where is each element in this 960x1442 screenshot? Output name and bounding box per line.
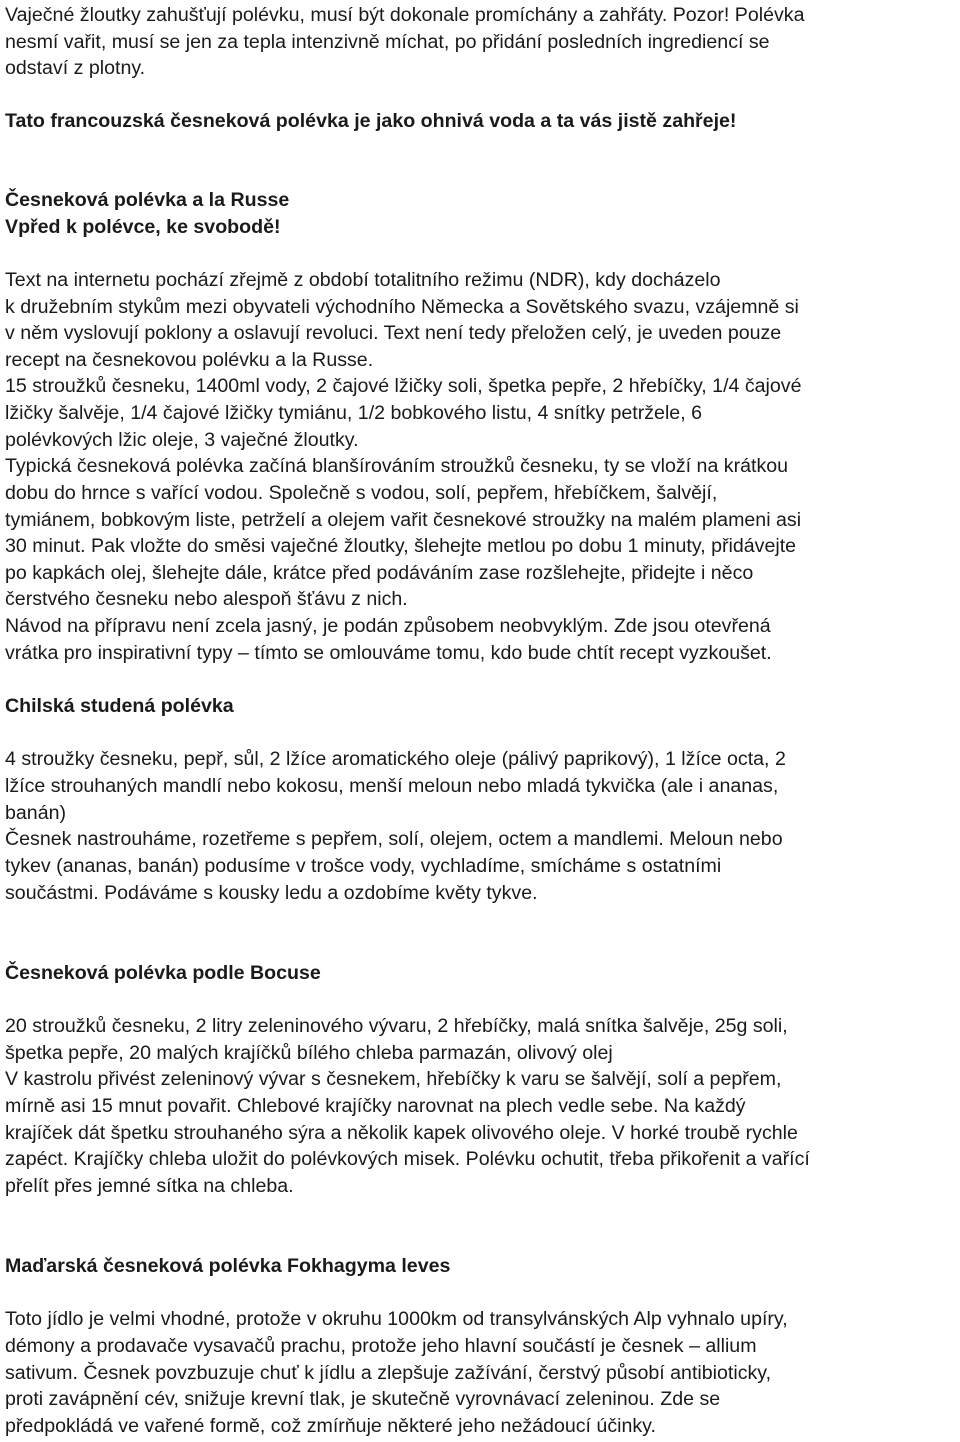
russe-line: Text na internetu pochází zřejmě z období totalitního režimu (NDR), kdy docházelo — [5, 269, 721, 291]
section-title-chile: Chilská studená polévka — [5, 695, 234, 717]
russe-line: v něm vyslovují poklony a oslavují revoluci. Text není tedy přeložen celý, je uveden pouze — [5, 322, 782, 344]
section-title-hungary: Maďarská česneková polévka Fokhagyma leves — [5, 1255, 451, 1277]
section-title-russe: Česneková polévka a la Russe — [5, 189, 290, 211]
russe-line: 30 minut. Pak vložte do směsi vaječné žloutky, šlehejte metlou po dobu 1 minuty, přidávejte — [5, 535, 797, 557]
russe-line: po kapkách olej, šlehejte dále, krátce před podáváním zase rozšlehejte, přidejte i něco — [5, 562, 754, 584]
russe-line: Typická česneková polévka začíná blanšírováním stroužků česneku, ty se vloží na krátkou — [5, 455, 789, 477]
bocuse-line: přelít přes jemné sítka na chleba. — [5, 1175, 294, 1197]
intro-tagline: Tato francouzská česneková polévka je jako ohnivá voda a ta vás jistě zahřeje! — [5, 110, 737, 132]
chile-line: lžíce strouhaných mandlí nebo kokosu, menší meloun nebo mladá tykvička (ale i ananas, — [5, 775, 779, 797]
bocuse-line: 20 stroužků česneku, 2 litry zeleninového vývaru, 2 hřebíčky, malá snítka šalvěje, 25g soli, — [5, 1015, 788, 1037]
hungary-line: předpokládá ve vařené formě, což zmírňuje některé jeho nežádoucí účinky. — [5, 1415, 656, 1437]
russe-line: 15 stroužků česneku, 1400ml vody, 2 čajové lžičky soli, špetka pepře, 2 hřebíčky, 1/4 čajové — [5, 375, 802, 397]
chile-line: banán) — [5, 802, 67, 824]
chile-line: součástmi. Podáváme s kousky ledu a ozdobíme květy tykve. — [5, 882, 538, 904]
bocuse-line: mírně asi 15 mnut povařit. Chlebové krajíčky narovnat na plech vedle sebe. Na každý — [5, 1095, 746, 1117]
hungary-line: proti zavápnění cév, snižuje krevní tlak, je skutečně vyrovnávací zeleninou. Zde se — [5, 1388, 721, 1410]
intro-line: nesmí vařit, musí se jen za tepla intenzivně míchat, po přidání posledních ingrediencí se — [5, 30, 770, 53]
russe-line: dobu do hrnce s vařící vodou. Společně s vodou, solí, pepřem, hřebíčkem, šalvějí, — [5, 482, 718, 504]
intro-line: odstaví z plotny. — [5, 57, 146, 79]
hungary-line: démony a prodavače vysavačů prachu, protože jeho hlavní součástí je česnek – allium — [5, 1335, 757, 1357]
russe-line: Návod na přípravu není zcela jasný, je podán způsobem neobvyklým. Zde jsou otevřená — [5, 615, 771, 637]
russe-line: tymiánem, bobkovým liste, petrželí a olejem vařit česnekové stroužky na malém plameni asi — [5, 509, 802, 531]
russe-line: polévkových lžic oleje, 3 vaječné žloutky. — [5, 429, 359, 451]
hungary-line: sativum. Česnek povzbuzuje chuť k jídlu a zlepšuje zažívání, čerstvý působí antibioticky, — [5, 1362, 772, 1384]
bocuse-line: krajíček dát špetku strouhaného sýra a několik kapek olivového oleje. V horké troubě rychle — [5, 1122, 798, 1144]
russe-line: recept na česnekovou polévku a la Russe. — [5, 349, 374, 371]
bocuse-line: V kastrolu přivést zeleninový vývar s česnekem, hřebíčky k varu se šalvějí, solí a pepřem, — [5, 1068, 782, 1090]
russe-line: k družebním stykům mezi obyvateli východního Německa a Sovětského svazu, vzájemně si — [5, 296, 799, 318]
chile-line: tykev (ananas, banán) podusíme v trošce vody, vychladíme, smícháme s ostatními — [5, 855, 722, 877]
russe-line: vrátka pro inspirativní typy – tímto se omlouváme tomu, kdo bude chtít recept vyzkoušet. — [5, 642, 772, 664]
section-title-bocuse: Česneková polévka podle Bocuse — [5, 962, 321, 984]
chile-line: 4 stroužky česneku, pepř, sůl, 2 lžíce aromatického oleje (pálivý paprikový), 1 lžíce octa, 2 — [5, 748, 786, 770]
russe-line: lžičky šalvěje, 1/4 čajové lžičky tymiánu, 1/2 bobkového listu, 4 snítky petržele, 6 — [5, 402, 702, 424]
hungary-line: Toto jídlo je velmi vhodné, protože v okruhu 1000km od transylvánských Alp vyhnalo upíry, — [5, 1308, 788, 1330]
russe-line: čerstvého česneku nebo alespoň šťávu z nich. — [5, 588, 408, 610]
bocuse-line: zapéct. Krajíčky chleba uložit do polévkových misek. Polévku ochutit, třeba přikořenit a vařící — [5, 1148, 810, 1170]
section-subtitle-russe: Vpřed k polévce, ke svobodě! — [5, 216, 281, 238]
bocuse-line: špetka pepře, 20 malých krajíčků bílého chleba parmazán, olivový olej — [5, 1042, 613, 1064]
intro-line: Vaječné žloutky zahušťují polévku, musí být dokonale promíchány a zahřáty. Pozor! Polévka — [5, 4, 805, 26]
chile-line: Česnek nastrouháme, rozetřeme s pepřem, solí, olejem, octem a mandlemi. Meloun nebo — [5, 828, 783, 850]
